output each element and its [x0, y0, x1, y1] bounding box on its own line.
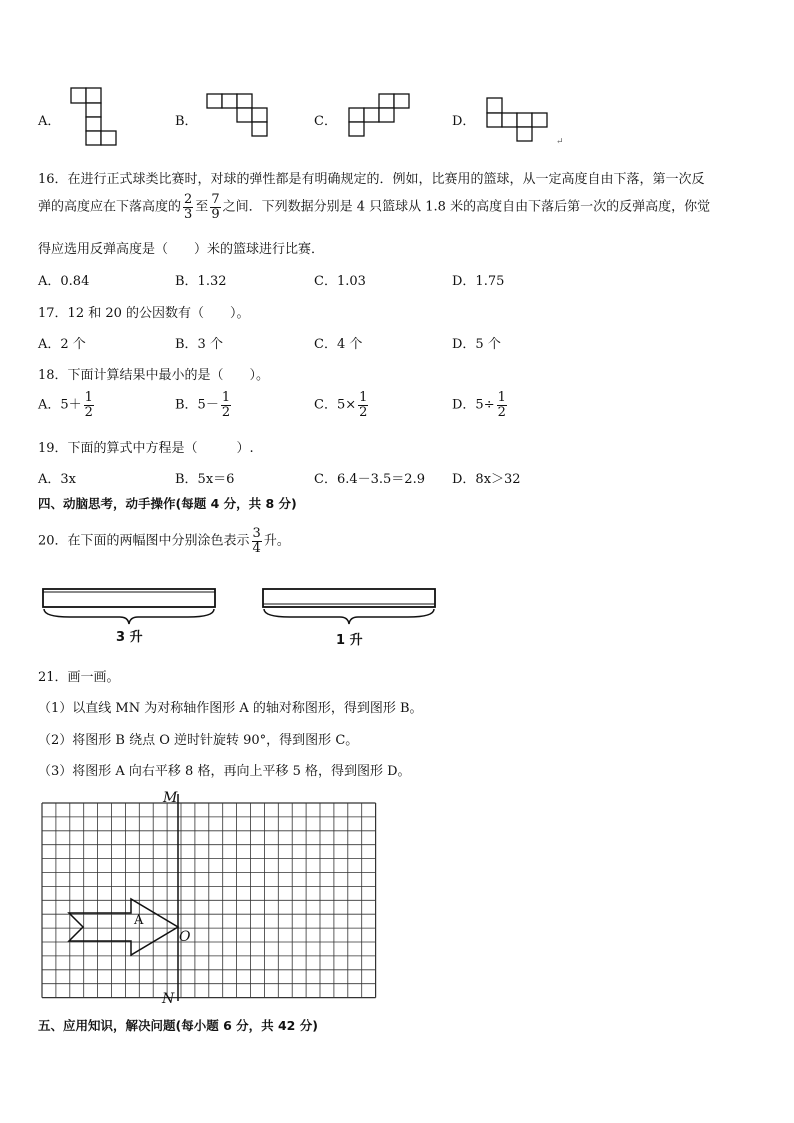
q20-fraction-three-quarters: $\frac{3}{4}$ — [252, 526, 261, 556]
paragraph-mark: ↵ — [556, 137, 564, 147]
label-n: N — [162, 991, 175, 1007]
figure-a-shape — [69, 899, 178, 955]
q18-option-a-fraction: $\frac{1}{2}$ — [84, 390, 93, 420]
q16-option-a: A．0.84 — [38, 274, 90, 289]
q18-option-a: A．5＋ $\frac{1}{2}$ — [38, 390, 93, 420]
q18-option-b: B．5－ $\frac{1}{2}$ — [175, 390, 231, 420]
label-a: A — [134, 913, 144, 928]
section-5-heading: 五、应用知识，解决问题(每小题 6 分，共 42 分) — [38, 1018, 318, 1033]
q19-option-a: A．3x — [38, 472, 76, 487]
q21-stem: 21．画一画。 — [38, 670, 120, 685]
q19-stem: 19．下面的算式中方程是（ ）. — [38, 441, 254, 456]
label-m: M — [163, 790, 178, 806]
q21-grid-figure — [41, 786, 381, 1008]
q20-bar-2-label: 1 升 — [336, 633, 363, 648]
q16-line-2-text-c: 之间．下列数据分别是 4 只篮球从 1.8 米的高度自由下落后第一次的反弹高度，你觉 — [222, 199, 711, 215]
q17-option-b: B．3 个 — [175, 337, 223, 352]
q16-option-d: D．1.75 — [452, 274, 505, 289]
q17-option-a: A．2 个 — [38, 337, 86, 352]
q21-step-2: （2）将图形 B 绕点 O 逆时针旋转 90°，得到图形 C。 — [38, 733, 359, 748]
q19-option-d: D．8x＞32 — [452, 472, 521, 487]
q15-option-a-net-figure — [70, 88, 120, 148]
q17-stem: 17．12 和 20 的公因数有（ ）。 — [38, 306, 250, 321]
q18-option-c: C．5× $\frac{1}{2}$ — [314, 390, 368, 420]
q20-stem: 20．在下面的两幅图中分别涂色表示 $\frac{3}{4}$ 升。 — [38, 526, 290, 556]
q18-option-b-fraction: $\frac{1}{2}$ — [221, 390, 231, 420]
q16-fraction-two-thirds: $\frac{2}{3}$ — [184, 192, 193, 222]
q21-step-1: （1）以直线 MN 为对称轴作图形 A 的轴对称图形，得到图形 B。 — [38, 701, 423, 716]
label-o: O — [179, 929, 191, 945]
q17-option-d: D．5 个 — [452, 337, 501, 352]
q16-line-2 — [38, 193, 710, 221]
q20-bar-1-liter — [260, 586, 440, 626]
q15-option-d-net-figure — [486, 97, 551, 145]
q16-line-3: 得应选用反弹高度是（ ）米的篮球进行比赛． — [38, 242, 325, 257]
q20-bar-3-liters — [40, 586, 220, 626]
q20-bar-1-label: 3 升 — [116, 630, 143, 645]
q16-option-c: C．1.03 — [314, 274, 366, 289]
q16-line-2-text-a: 弹的高度应在下落高度的 — [38, 199, 182, 215]
q16-fraction-seven-ninths: $\frac{7}{9}$ — [211, 192, 220, 222]
q18-stem: 18．下面计算结果中最小的是（ ）。 — [38, 368, 270, 383]
section-4-heading: 四、动脑思考，动手操作(每题 4 分，共 8 分) — [38, 496, 297, 511]
q15-option-c-net-figure — [348, 93, 413, 138]
q16-line-1: 16．在进行正式球类比赛时，对球的弹性都是有明确规定的．例如，比赛用的篮球，从一定高度自由下落，第一次反 — [38, 172, 705, 187]
q19-option-c: C．6.4－3.5＝2.9 — [314, 472, 425, 487]
q19-option-b: B．5x＝6 — [175, 472, 235, 487]
q15-option-c-letter: C． — [314, 114, 337, 129]
grid-lines — [42, 803, 376, 998]
q18-option-d-fraction: $\frac{1}{2}$ — [497, 390, 506, 420]
q15-option-b-net-figure — [206, 93, 271, 141]
q15-option-b-letter: B． — [175, 114, 198, 129]
q18-option-d: D．5÷ $\frac{1}{2}$ — [452, 390, 506, 420]
q15-option-d-letter: D． — [452, 114, 476, 129]
q16-line-2-text-b: 至 — [195, 199, 209, 215]
q17-option-c: C．4 个 — [314, 337, 363, 352]
q16-option-b: B．1.32 — [175, 274, 227, 289]
q15-option-a-letter: A． — [38, 114, 61, 129]
q18-option-c-fraction: $\frac{1}{2}$ — [359, 390, 368, 420]
q21-step-3: （3）将图形 A 向右平移 8 格，再向上平移 5 格，得到图形 D。 — [38, 764, 411, 779]
